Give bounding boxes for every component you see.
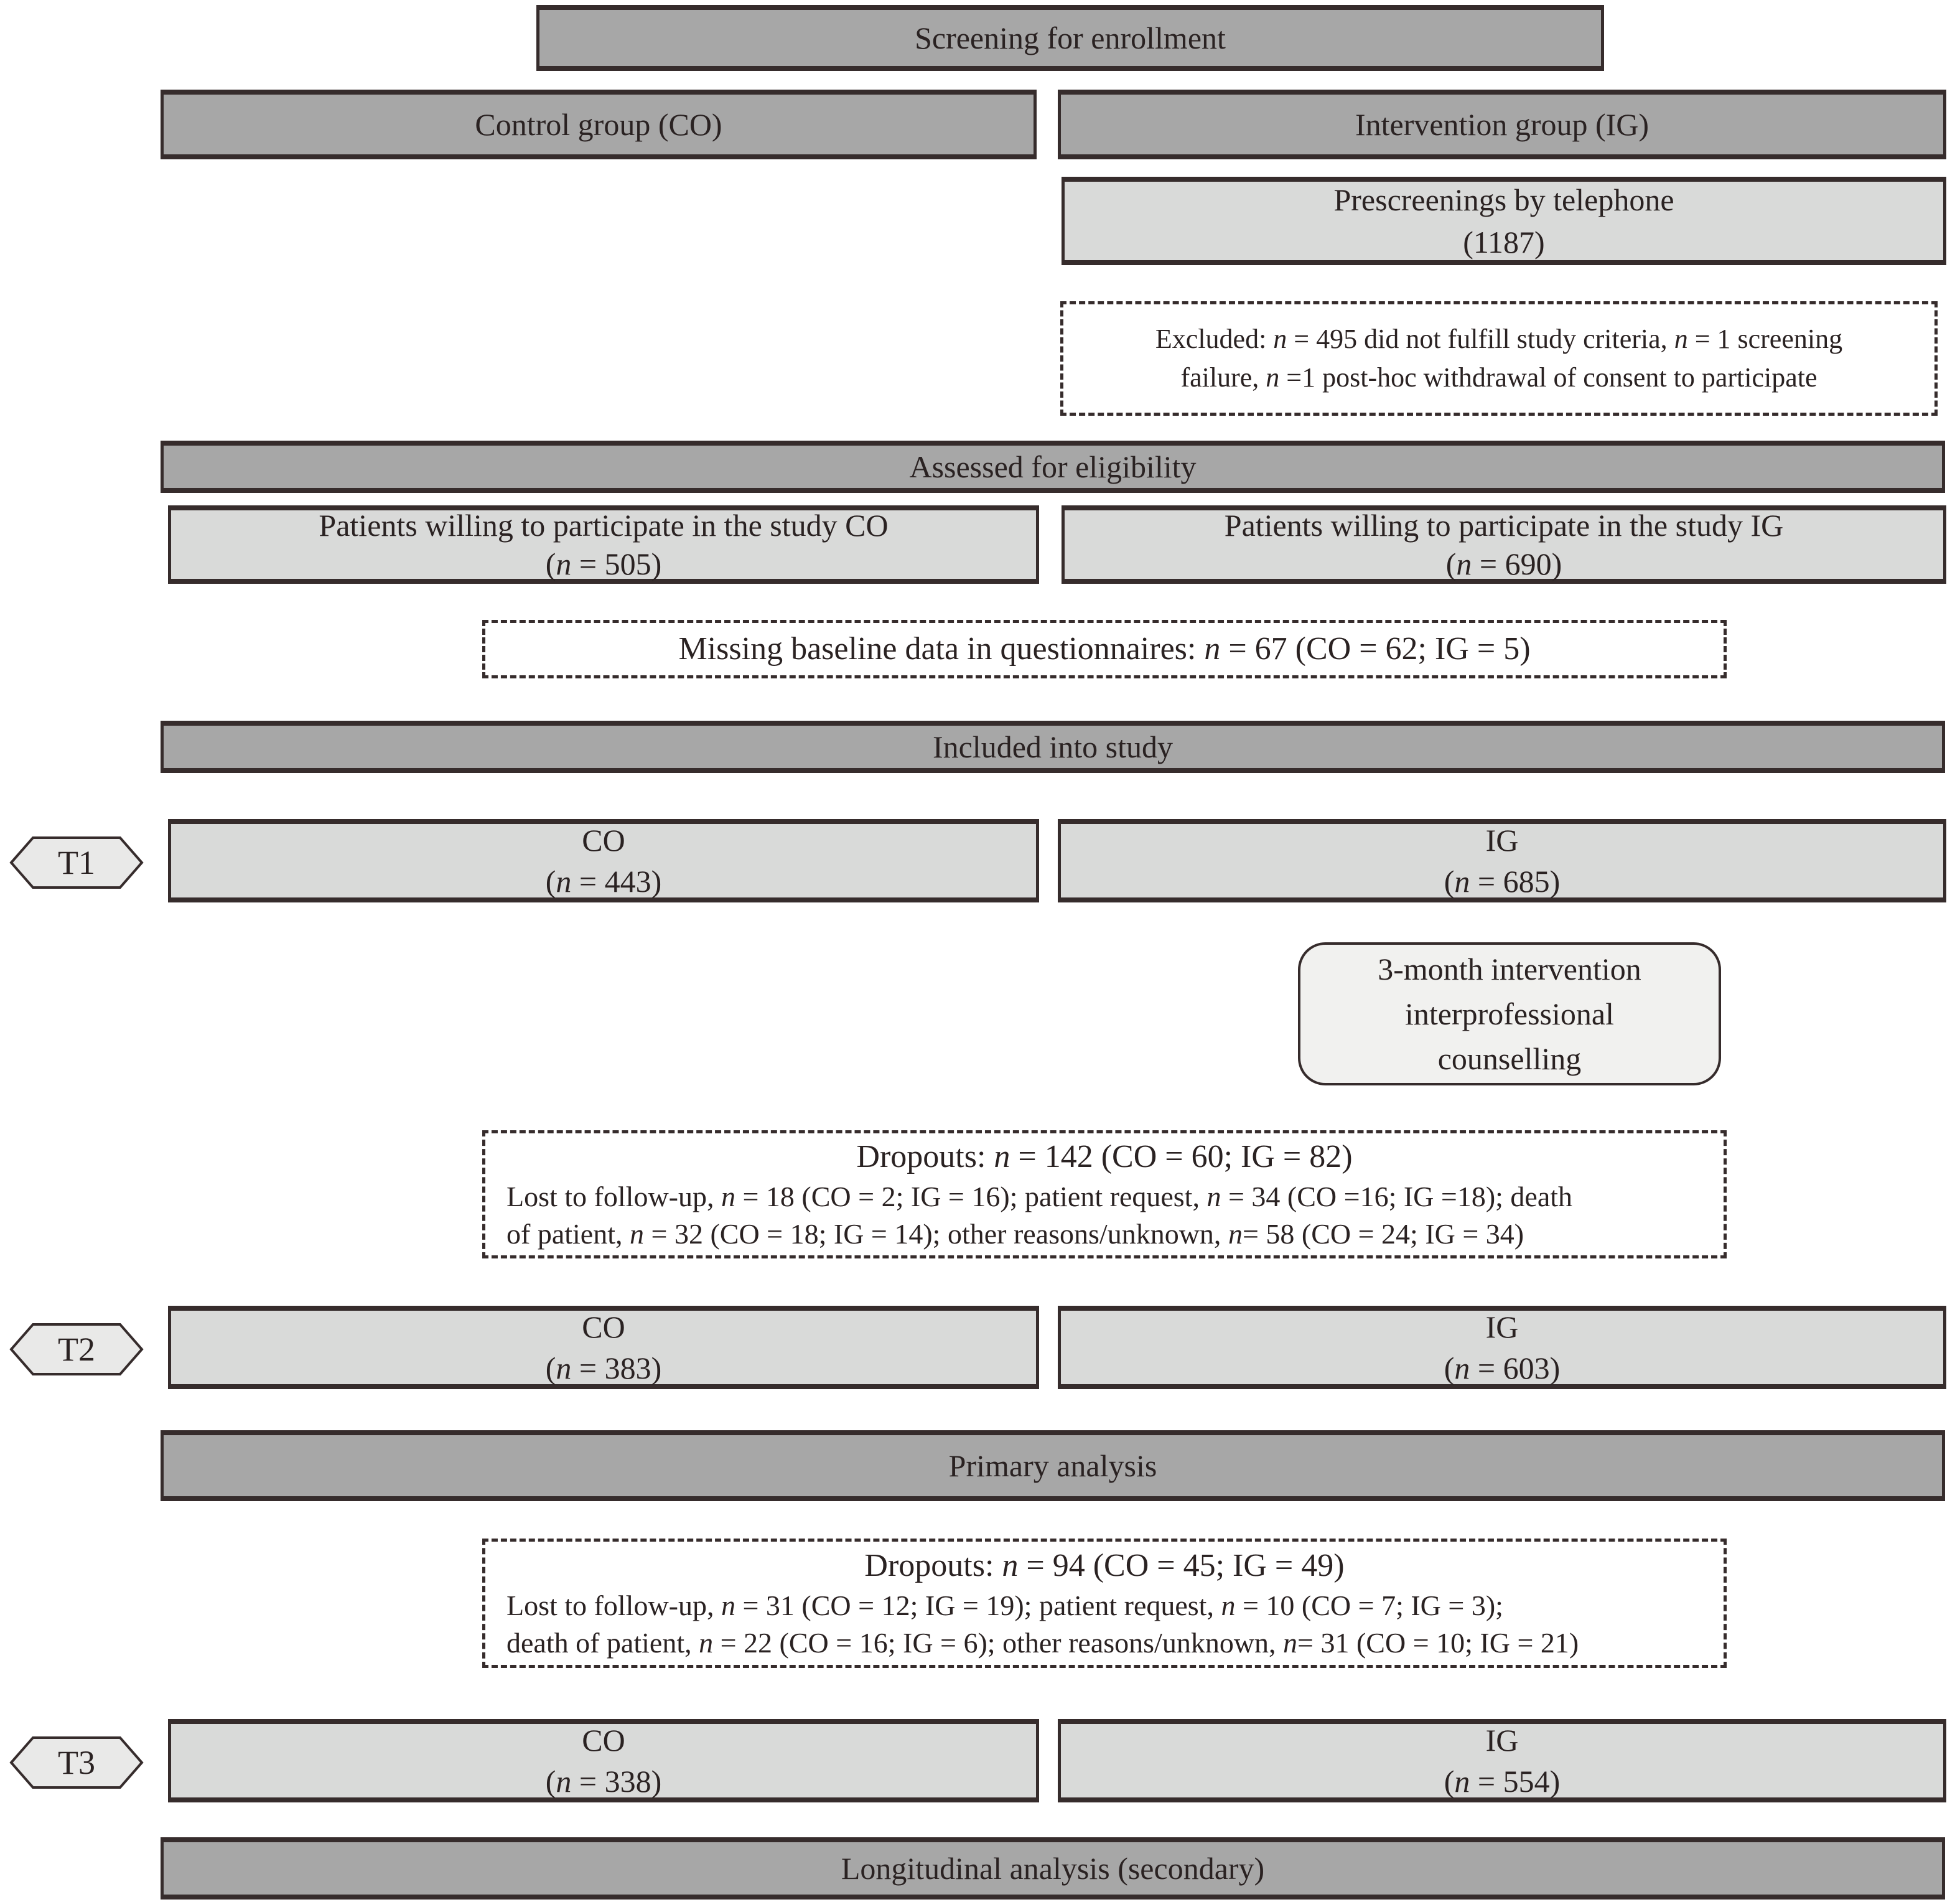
- prescreening-count: (1187): [1463, 225, 1545, 260]
- excluded-box: [1060, 301, 1938, 416]
- t3-ig-label: IG: [1485, 1723, 1519, 1758]
- longitudinal-analysis-header: [161, 1837, 1945, 1900]
- t3-marker: [9, 1735, 144, 1790]
- dropouts-after-t1-headline: Dropouts: n = 142 (CO = 60; IG = 82): [856, 1139, 1353, 1174]
- control-group-header: [161, 90, 1037, 159]
- control-group-header-text: Control group (CO): [475, 107, 722, 142]
- t2-ig-label: IG: [1485, 1309, 1519, 1344]
- t2-marker: [9, 1322, 144, 1377]
- t1-ig-box: [1058, 819, 1946, 902]
- prescreening-text: Prescreenings by telephone: [1333, 182, 1674, 217]
- t3-co-box: [168, 1719, 1039, 1802]
- t1-ig-count: (n = 685): [1444, 864, 1561, 899]
- dropouts-after-t2-headline: Dropouts: n = 94 (CO = 45; IG = 49): [864, 1548, 1345, 1583]
- willing-ig-box: [1062, 505, 1946, 584]
- t1-co-box: [168, 819, 1039, 902]
- included-header: [161, 721, 1945, 773]
- prescreening-box: [1062, 177, 1946, 265]
- dropouts-after-t1-line1: Lost to follow-up, n = 18 (CO = 2; IG = 16); patient request, n = 34 (CO =16; IG =18); death: [506, 1181, 1573, 1212]
- intervention-group-header-text: Intervention group (IG): [1355, 107, 1650, 142]
- intervention-group-header: [1058, 90, 1946, 159]
- missing-baseline-text: Missing baseline data in questionnaires: n = 67 (CO = 62; IG = 5): [678, 631, 1531, 667]
- willing-co-count: (n = 505): [545, 546, 662, 581]
- dropouts-after-t1-box: [482, 1130, 1727, 1258]
- longitudinal-analysis-header-text: Longitudinal analysis (secondary): [841, 1851, 1265, 1886]
- t2-co-label: CO: [582, 1309, 625, 1344]
- t1-marker: [9, 835, 144, 890]
- t2-co-count: (n = 383): [545, 1351, 662, 1385]
- t1-ig-label: IG: [1485, 823, 1519, 858]
- willing-co-box: [168, 505, 1039, 584]
- dropouts-after-t1-line2: of patient, n = 32 (CO = 18; IG = 14); other reasons/unknown, n= 58 (CO = 24; IG = 34): [506, 1218, 1524, 1250]
- primary-analysis-header-text: Primary analysis: [948, 1448, 1157, 1483]
- assessed-header: [161, 441, 1945, 493]
- intervention-note-line1: 3-month intervention: [1378, 952, 1641, 986]
- t1-co-label: CO: [582, 823, 625, 858]
- included-header-text: Included into study: [932, 729, 1174, 764]
- t1-label: T1: [58, 844, 95, 881]
- t1-co-count: (n = 443): [545, 864, 662, 899]
- t2-co-box: [168, 1306, 1039, 1389]
- t2-label: T2: [58, 1331, 95, 1368]
- excluded-line2: failure, n =1 post-hoc withdrawal of consent to participate: [1180, 362, 1818, 393]
- excluded-line1: Excluded: n = 495 did not fulfill study criteria, n = 1 screening: [1155, 324, 1843, 354]
- willing-co-text: Patients willing to participate in the study CO: [319, 508, 889, 543]
- missing-baseline-box: [482, 620, 1727, 678]
- dropouts-after-t2-line1: Lost to follow-up, n = 31 (CO = 12; IG = 19); patient request, n = 10 (CO = 7; IG = 3);: [506, 1590, 1503, 1621]
- screening-title: [536, 5, 1604, 71]
- t3-co-label: CO: [582, 1723, 625, 1758]
- t3-label: T3: [58, 1744, 95, 1781]
- t2-ig-box: [1058, 1306, 1946, 1389]
- t3-ig-count: (n = 554): [1444, 1764, 1561, 1799]
- intervention-note-line2: interprofessional: [1404, 996, 1614, 1031]
- primary-analysis-header: [161, 1430, 1945, 1501]
- dropouts-after-t2-box: [482, 1539, 1727, 1668]
- t3-co-count: (n = 338): [545, 1764, 662, 1799]
- intervention-note-line3: counselling: [1437, 1041, 1582, 1076]
- assessed-header-text: Assessed for eligibility: [909, 449, 1197, 484]
- willing-ig-count: (n = 690): [1445, 546, 1562, 581]
- screening-title-text: Screening for enrollment: [915, 21, 1226, 55]
- t2-ig-count: (n = 603): [1444, 1351, 1561, 1385]
- willing-ig-text: Patients willing to participate in the study IG: [1224, 508, 1784, 543]
- t3-ig-box: [1058, 1719, 1946, 1802]
- dropouts-after-t2-line2: death of patient, n = 22 (CO = 16; IG = 6); other reasons/unknown, n= 31 (CO = 10; IG = 21): [506, 1627, 1579, 1659]
- intervention-note-box: [1298, 942, 1721, 1085]
